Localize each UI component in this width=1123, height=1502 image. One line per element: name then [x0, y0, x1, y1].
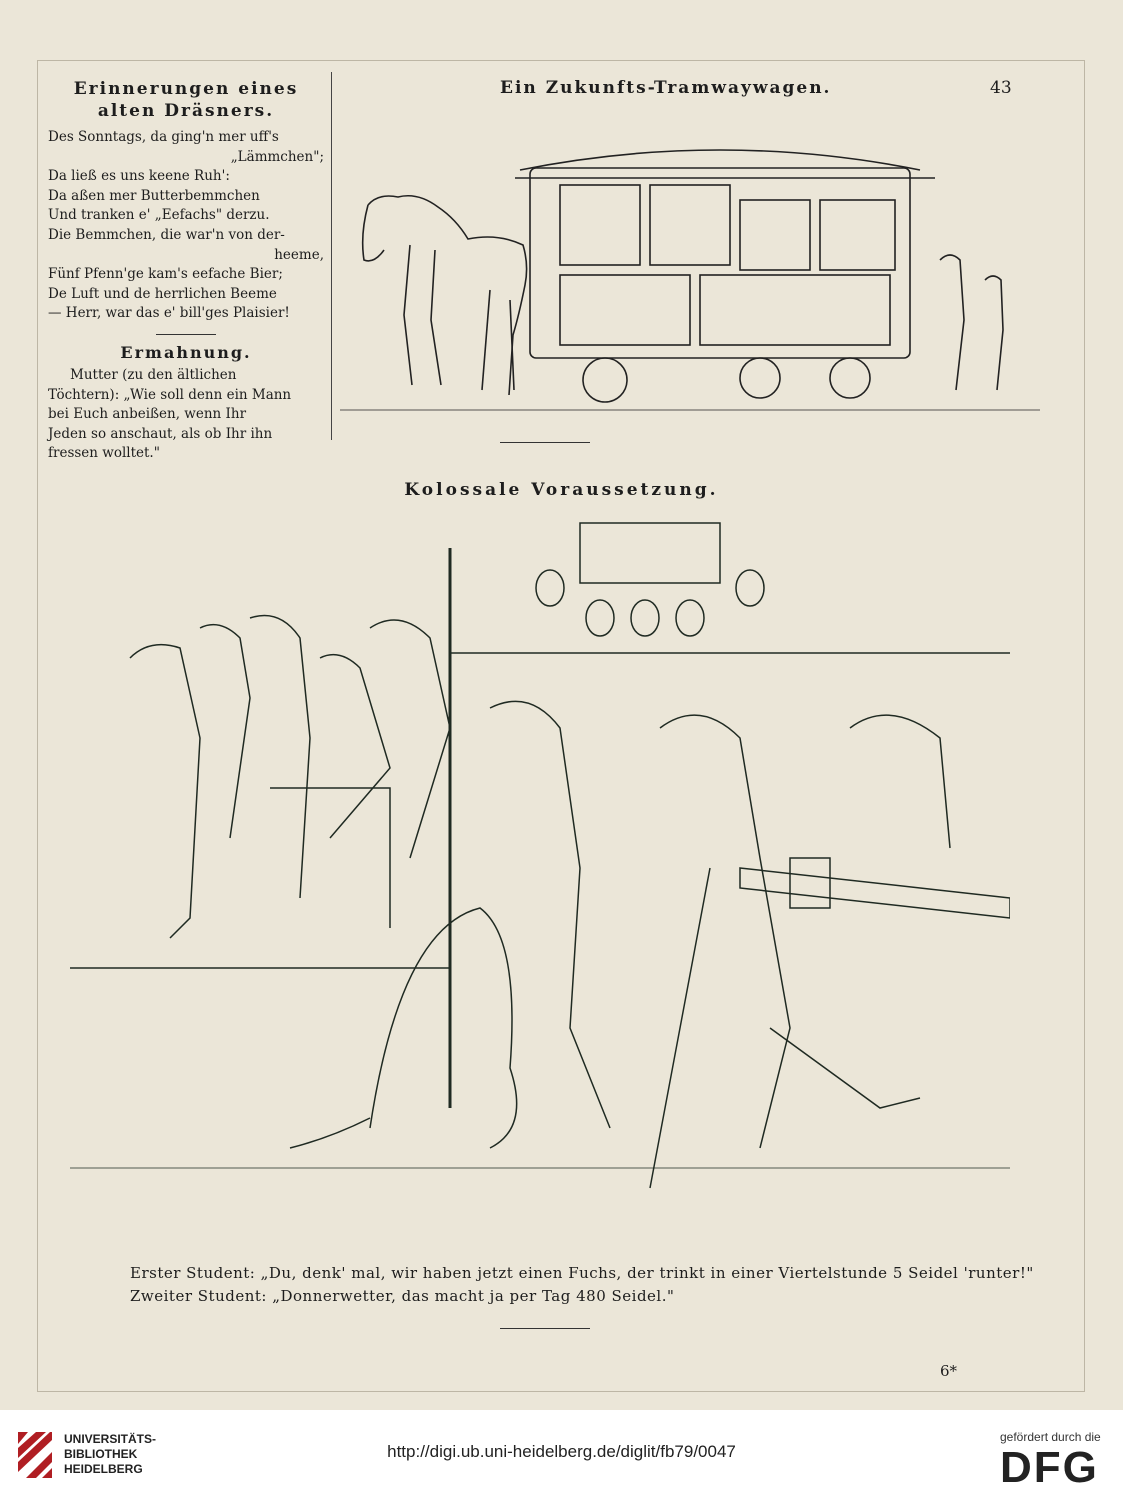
prose-line: Töchtern): „Wie soll denn ein Mann	[48, 386, 292, 403]
poem-line: Und tranken e' „Eefachs" derzu.	[48, 207, 270, 224]
prose-line: fressen wolltet."	[48, 445, 160, 462]
prose-line: Jeden so anschaut, als ob Ihr ihn	[48, 425, 273, 442]
caption-line-1: Erster Student: „Du, denk' mal, wir haben jetzt einen Fuchs, der trinkt in einer Viertelstunde 5 Seidel 'runter!"	[130, 1264, 1034, 1282]
sidebar-column	[48, 78, 324, 464]
prose-line: bei Euch anbeißen, wenn Ihr	[48, 406, 247, 423]
funding-label: gefördert durch die	[1000, 1430, 1101, 1444]
poem-line: Da aßen mer Butterbemmchen	[48, 187, 260, 204]
students-tavern-illustration	[70, 508, 1010, 1198]
section-rule	[156, 334, 216, 335]
prose-line: Mutter (zu den ältlichen	[70, 366, 237, 383]
poem-title-line2: alten Dräsners.	[97, 101, 275, 121]
poem-title-line1: Erinnerungen eines	[73, 79, 299, 99]
cartoon-caption	[130, 1262, 1034, 1308]
poem-line: „Lämmchen";	[230, 148, 324, 165]
page-number: 43	[990, 78, 1012, 98]
column-divider	[331, 72, 332, 440]
section-title: Ermahnung.	[120, 342, 252, 362]
separator-rule	[500, 1328, 590, 1329]
poem-line: Die Bemmchen, die war'n von der-	[48, 226, 285, 243]
poem-line: De Luft und de herrlichen Beeme	[48, 285, 277, 302]
poem-body	[48, 128, 324, 324]
poem-line: Des Sonntags, da ging'n mer uff's	[48, 129, 279, 145]
separator-rule	[500, 442, 590, 443]
illustration-title-bottom: Kolossale Voraussetzung.	[404, 480, 719, 500]
poem-line: heeme,	[274, 246, 324, 263]
printer-signature: 6*	[940, 1362, 958, 1380]
dfg-logo: DFG	[1000, 1443, 1099, 1492]
poem-line: Da ließ es uns keene Ruh':	[48, 168, 230, 185]
anecdote-body	[48, 366, 324, 464]
viewer-footer	[0, 1410, 1123, 1502]
permalink-url[interactable]: http://digi.ub.uni-heidelberg.de/diglit/fb79/0047	[387, 1442, 736, 1461]
caption-line-2: Zweiter Student: „Donnerwetter, das macht ja per Tag 480 Seidel."	[130, 1287, 675, 1305]
library-name-line: HEIDELBERG	[64, 1462, 143, 1476]
library-name-line: BIBLIOTHEK	[64, 1447, 138, 1461]
tramway-illustration	[340, 110, 1040, 420]
poem-line: Fünf Pfenn'ge kam's eefache Bier;	[48, 266, 283, 283]
illustration-title-top: Ein Zukunfts-Tramwaywagen.	[500, 78, 832, 98]
poem-line: — Herr, war das e' bill'ges Plaisier!	[48, 305, 290, 322]
library-name-line: UNIVERSITÄTS-	[64, 1432, 157, 1446]
